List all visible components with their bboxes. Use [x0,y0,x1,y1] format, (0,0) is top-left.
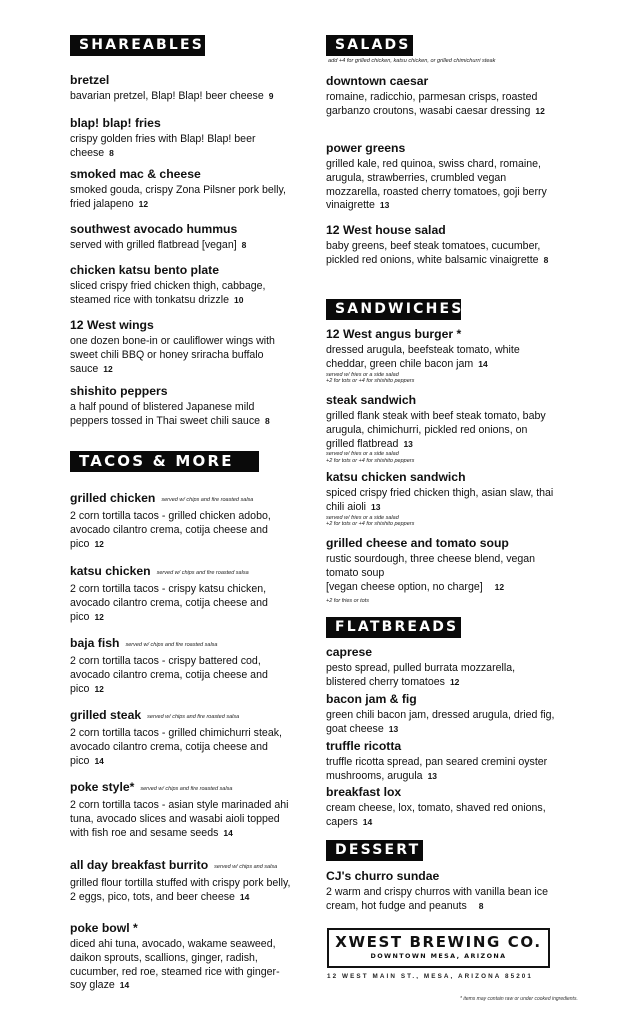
menu-item [326,141,556,213]
item-name: chicken katsu bento plate [70,263,219,277]
item-note: served w/ chips and fire roasted salsa [125,642,218,648]
item-price: 9 [268,91,274,101]
item-desc: baby greens, beef steak tomatoes, cucumber, pickled red onions, white balsamic vinaigrette 8 [326,240,549,266]
logo-wordmark: XWEST BREWING CO. [335,933,542,951]
item-desc: diced ahi tuna, avocado, wakame seaweed, daikon sprouts, scallions, ginger, radish, cucumber, red roe, steamed rice with ginger-soy glaze 14 [70,938,280,992]
item-desc: grilled flank steak with beef steak tomato, baby arugula, chimichurri, pickled red onions, on grilled flatbread 13 [326,410,546,450]
side-note: served w/ fries or a side salad [326,514,399,521]
menu-item [70,318,292,376]
sandwiches-header: SANDWICHES [326,299,461,320]
item-price: 13 [388,723,399,734]
item-desc: 2 corn tortilla tacos - asian style marinaded ahi tuna, avocado slices and wasabi aioli topped with fish roe and sesame seeds 14 [70,799,289,839]
menu-item [326,869,556,914]
item-name: grilled cheese and tomato soup [326,536,509,550]
menu-item [70,636,292,696]
item-price: 13 [379,200,390,211]
item-desc: cream cheese, lox, tomato, shaved red onions, capers 14 [326,802,546,828]
logo-location: DOWNTOWN MESA, ARIZONA [370,952,507,960]
item-name: smoked mac & cheese [70,167,201,181]
item-name: CJ's churro sundae [326,869,440,883]
item-price: 14 [119,980,130,991]
item-name: all day breakfast burrito served w/ chips and salsa [70,858,278,872]
menu-item [70,564,292,624]
item-price: 13 [427,770,438,781]
item-note: served w/ chips and fire roasted salsa [156,570,249,576]
item-name: 12 West angus burger * [326,327,462,341]
item-name: power greens [326,141,406,155]
menu-item [70,263,292,308]
shareables-header: SHAREABLES [70,35,205,56]
menu-item [70,491,292,551]
item-name: grilled chicken served w/ chips and fire roasted salsa [70,491,254,505]
item-name: shishito peppers [70,384,168,398]
item-desc: grilled kale, red quinoa, swiss chard, romaine, arugula, strawberries, crumbled vegan mozzarella, roasted cherry tomatoes, goji berry vinaigrette 13 [326,158,547,212]
menu-item [326,470,556,528]
item-desc: rustic sourdough, three cheese blend, vegan tomato soup [326,553,536,579]
item-note: served w/ chips and fire roasted salsa [161,497,254,503]
menu-item [70,73,292,104]
item-name: breakfast lox [326,785,402,799]
item-desc: truffle ricotta spread, pan seared cremini oyster mushrooms, arugula 13 [326,756,548,782]
salads-addon-note: add +4 for grilled chicken, katsu chicken, or grilled chimichurri steak [328,58,496,64]
flatbreads-header: FLATBREADS [326,617,461,638]
menu-item [70,167,292,212]
item-price: 14 [362,816,373,827]
item-desc: served with grilled flatbread [vegan] 8 [70,239,247,251]
menu-item [70,921,292,993]
item-price: 12 [535,105,545,116]
item-price: 8 [478,900,484,911]
tacos-header: TACOS & MORE [70,451,259,472]
item-desc: 2 corn tortilla tacos - crispy katsu chicken, avocado cilantro crema, cotija cheese and pico 12 [70,583,268,623]
item-name: blap! blap! fries [70,116,161,130]
menu-item [70,858,292,905]
item-desc: smoked gouda, crispy Zona Pilsner pork belly, fried jalapeno 12 [70,184,286,210]
item-desc: 2 corn tortilla tacos - grilled chicken adobo, avocado cilantro crema, cotija cheese and pico 12 [70,510,271,550]
item-note: served w/ chips and salsa [214,864,278,870]
item-desc: 2 corn tortilla tacos - grilled chimichurri steak, avocado cilantro crema, cotija cheese and pico 14 [70,727,282,767]
item-price: 12 [138,198,149,209]
menu-item [326,223,556,268]
menu-item [326,739,556,784]
item-desc: grilled flour tortilla stuffed with crispy pork belly, 2 eggs, pico, tots, and beer cheese 14 [70,877,291,903]
item-price: 12 [94,683,104,694]
item-note: served w/ chips and fire roasted salsa [140,786,233,792]
item-price: 13 [403,438,413,449]
menu-item [326,327,556,385]
item-price: 10 [233,294,244,305]
item-price: 12 [103,363,113,374]
item-name: grilled steak served w/ chips and fire roasted salsa [70,708,240,722]
item-desc: green chili bacon jam, dressed arugula, dried fig, goat cheese 13 [326,709,555,735]
menu-item [70,222,292,253]
dessert-header: DESSERT [326,840,423,861]
item-name: steak sandwich [326,393,417,407]
menu-item [70,116,292,161]
item-desc: spiced crispy fried chicken thigh, asian slaw, thai chili aioli 13 [326,487,554,513]
salads-header: SALADS [326,35,413,56]
street-address: 12 WEST MAIN ST., MESA, ARIZONA 85201 [327,973,533,980]
item-name: bacon jam & fig [326,692,417,706]
item-desc: romaine, radicchio, parmesan crisps, roasted garbanzo croutons, wasabi caesar dressing 12 [326,91,545,117]
item-price: 8 [543,254,549,265]
side-note: served w/ fries or a side salad [326,371,399,378]
menu-item [70,384,292,429]
item-price: 14 [223,827,233,838]
item-desc: one dozen bone-in or cauliflower wings with sweet chili BBQ or honey sriracha buffalo sauce 12 [70,335,275,375]
item-desc-option: [vegan cheese option, no charge] 12 [326,580,505,593]
item-name: southwest avocado hummus [70,222,238,236]
item-name: downtown caesar [326,74,429,88]
item-price: 14 [239,891,250,902]
item-price: 14 [94,755,104,766]
item-name: truffle ricotta [326,739,402,753]
item-note: served w/ chips and fire roasted salsa [147,714,240,720]
menu-item [326,645,556,690]
side-note: +2 for tots or +4 for shishito peppers [326,521,415,528]
item-price: 12 [494,581,505,592]
item-desc: a half pound of blistered Japanese mild peppers tossed in Thai sweet chili sauce 8 [70,401,270,427]
menu-item [326,74,556,119]
item-desc: crispy golden fries with Blap! Blap! beer cheese 8 [70,133,256,159]
brewery-logo [327,928,550,968]
menu-item [70,708,292,768]
item-name: katsu chicken served w/ chips and fire roasted salsa [70,564,249,578]
menu-item [326,393,556,465]
item-name: 12 West house salad [326,223,446,237]
raw-food-footnote: * items may contain raw or under cooked ingredients. [460,996,578,1002]
item-name: katsu chicken sandwich [326,470,466,484]
menu-item [326,785,556,830]
item-price: 12 [94,538,104,549]
item-price: 8 [241,240,247,250]
menu-item [70,780,292,840]
item-desc: 2 warm and crispy churros with vanilla bean ice cream, hot fudge and peanuts 8 [326,886,548,912]
item-name: poke style* served w/ chips and fire roasted salsa [70,780,233,794]
side-note: +2 for tots or +4 for shishito peppers [326,378,415,385]
item-name: baja fish served w/ chips and fire roasted salsa [70,636,218,650]
item-desc: dressed arugula, beefsteak tomato, white cheddar, green chile bacon jam 14 [326,344,520,370]
menu-item [326,536,556,605]
item-price: 8 [109,147,114,158]
side-note: served w/ fries or a side salad [326,451,399,458]
item-desc: pesto spread, pulled burrata mozzarella, blistered cherry tomatoes 12 [326,662,516,688]
item-price: 13 [371,501,381,512]
item-name: caprese [326,645,373,659]
item-desc: sliced crispy fried chicken thigh, cabbage, steamed rice with tonkatsu drizzle 10 [70,280,266,306]
item-desc: bavarian pretzel, Blap! Blap! beer cheese 9 [70,90,274,102]
item-price: 14 [478,358,488,369]
side-note: +2 for fries or tots [326,598,369,605]
item-price: 12 [94,611,104,622]
side-note: +2 for tots or +4 for shishito peppers [326,458,415,465]
item-name: poke bowl * [70,921,138,935]
item-name: bretzel [70,73,110,87]
menu-item [326,692,556,737]
item-desc: 2 corn tortilla tacos - crispy battered cod, avocado cilantro crema, cotija cheese and pico 12 [70,655,268,695]
item-price: 8 [265,415,270,426]
item-price: 12 [449,676,460,687]
item-name: 12 West wings [70,318,154,332]
